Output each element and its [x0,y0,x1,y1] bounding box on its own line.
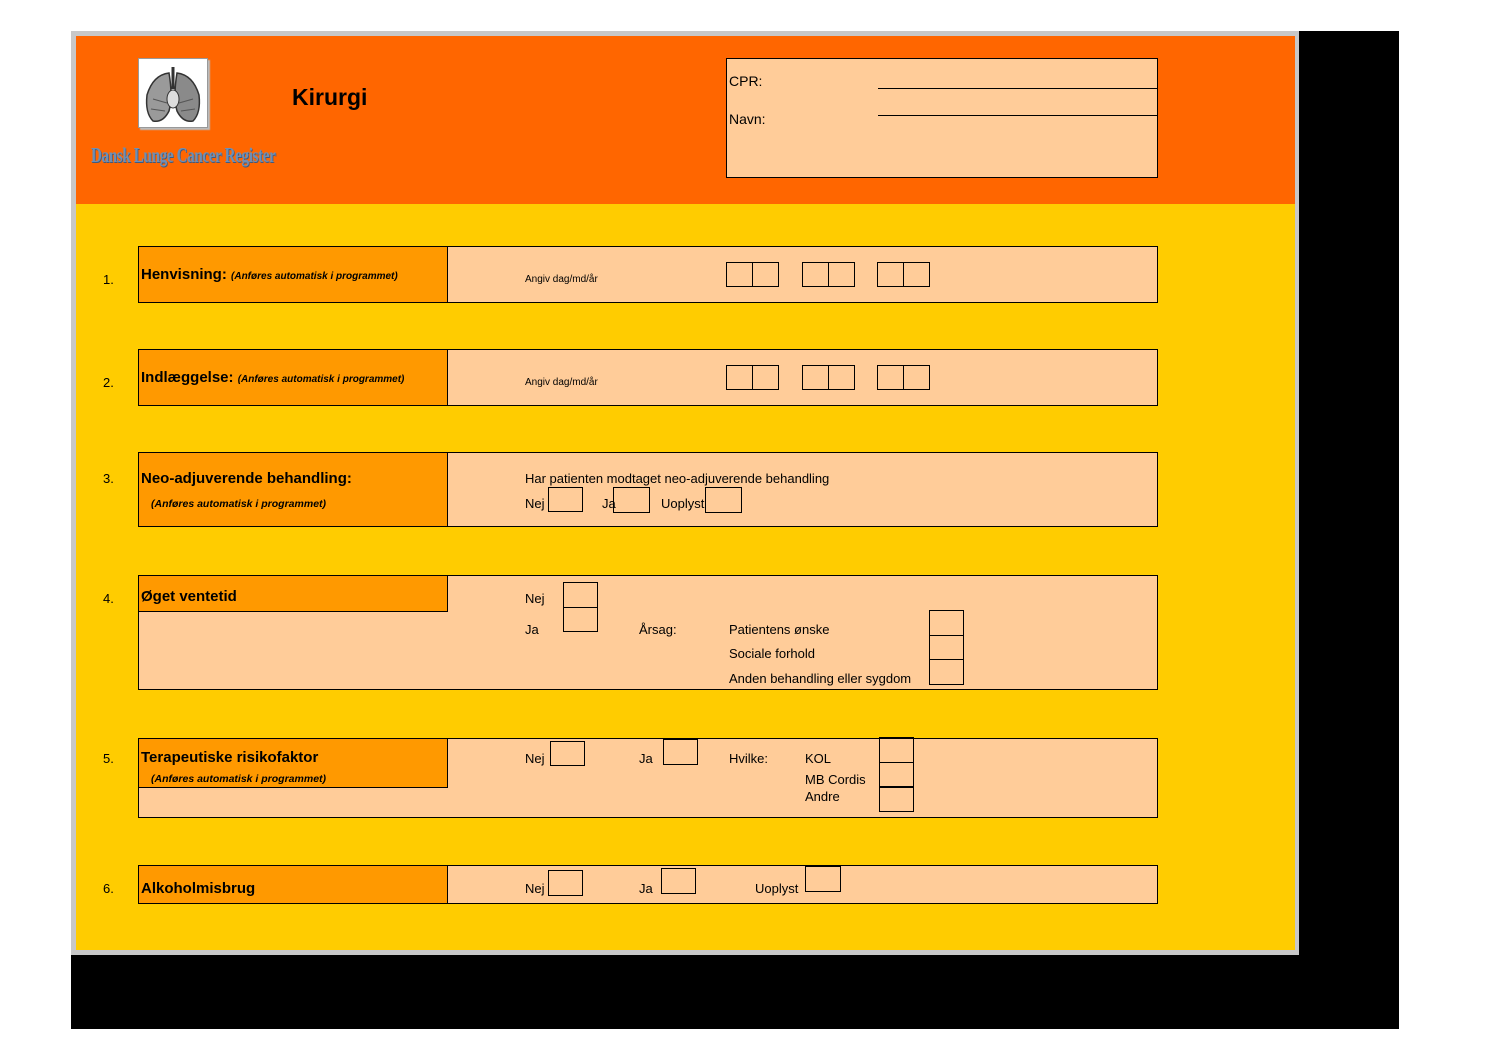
risiko-nej-checkbox[interactable] [550,741,585,766]
section-6-title: Alkoholmisbrug [141,880,256,897]
section-oget-ventetid [138,575,1158,690]
ventetid-ja-checkbox[interactable] [563,607,598,632]
indlaeggelse-month-input[interactable] [802,365,855,390]
section-2-date-label: Angiv dag/md/år [525,377,598,388]
section-3-note: (Anføres automatisk i programmet) [151,498,327,510]
section-2-title: Indlæggelse: (Anføres automatisk i programmet) [141,369,405,386]
factor-andre: Andre [805,789,840,804]
section-3-nej-label: Nej [525,496,545,511]
risiko-ja-checkbox[interactable] [663,739,698,765]
section-4-number: 4. [103,591,114,606]
reason-patientens-onske: Patientens ønske [729,622,830,637]
factor-mb-cordis: MB Cordis [805,772,866,787]
section-6-number: 6. [103,881,114,896]
factor-mb-cordis-checkbox[interactable] [879,762,914,787]
section-4-ja-label: Ja [525,622,539,637]
section-5-nej-label: Nej [525,751,545,766]
section-4-arsag-label: Årsag: [639,622,677,637]
neo-uoplyst-checkbox[interactable] [705,487,742,513]
henvisning-year-input[interactable] [877,262,930,287]
lung-logo-image [138,58,208,128]
neo-nej-checkbox[interactable] [548,487,583,512]
section-3-question: Har patienten modtaget neo-adjuverende behandling [525,471,830,486]
section-3-uoplyst-label: Uoplyst [661,496,705,511]
section-6-uoplyst-label: Uoplyst [755,881,799,896]
ventetid-nej-checkbox[interactable] [563,582,598,608]
section-alkoholmisbrug [138,865,1158,904]
section-terapeutiske-risikofaktor [138,738,1158,818]
alkohol-uoplyst-checkbox[interactable] [805,866,841,892]
section-neo-adjuverende [138,452,1158,527]
section-4-label-box [139,576,448,612]
section-6-nej-label: Nej [525,881,545,896]
register-logo-text: Dansk Lunge Cancer Register [91,143,276,167]
section-3-title: Neo-adjuverende behandling: [141,470,352,487]
alkohol-nej-checkbox[interactable] [548,870,583,896]
section-indlaeggelse [138,349,1158,406]
section-3-ja-label: Ja [602,496,616,511]
reason-anden-behandling: Anden behandling eller sygdom [729,671,912,686]
section-4-title: Øget ventetid [141,588,237,605]
section-1-title: Henvisning: (Anføres automatisk i programmet) [141,266,398,283]
navn-label: Navn: [729,111,766,127]
section-1-label-box [139,247,448,302]
alkohol-ja-checkbox[interactable] [661,868,696,894]
section-1-date-label: Angiv dag/md/år [525,274,598,285]
section-6-ja-label: Ja [639,881,653,896]
section-3-label-box [139,453,448,526]
factor-andre-checkbox[interactable] [879,787,914,812]
reason-patientens-onske-checkbox[interactable] [929,610,964,636]
section-5-ja-label: Ja [639,751,653,766]
reason-anden-behandling-checkbox[interactable] [929,659,964,685]
neo-ja-checkbox[interactable] [613,487,650,513]
factor-kol: KOL [805,751,832,766]
section-2-label-box [139,350,448,405]
henvisning-day-input[interactable] [726,262,779,287]
cpr-label: CPR: [729,73,763,89]
section-5-title: Terapeutiske risikofaktor [141,749,319,766]
reason-sociale-forhold: Sociale forhold [729,646,815,661]
section-4-nej-label: Nej [525,591,545,606]
factor-kol-checkbox[interactable] [879,737,914,763]
section-5-note: (Anføres automatisk i programmet) [151,773,327,785]
section-3-number: 3. [103,471,114,486]
cpr-field[interactable] [878,88,1157,89]
section-2-number: 2. [103,375,114,390]
page-title: Kirurgi [292,84,368,110]
indlaeggelse-year-input[interactable] [877,365,930,390]
section-6-label-box [139,866,448,903]
indlaeggelse-day-input[interactable] [726,365,779,390]
reason-sociale-forhold-checkbox[interactable] [929,635,964,660]
section-1-number: 1. [103,272,114,287]
section-5-label-box [139,739,448,788]
navn-field[interactable] [878,115,1157,116]
section-5-hvilke-label: Hvilke: [729,751,769,766]
henvisning-month-input[interactable] [802,262,855,287]
patient-info-box [726,58,1158,178]
section-henvisning [138,246,1158,303]
section-5-number: 5. [103,751,114,766]
